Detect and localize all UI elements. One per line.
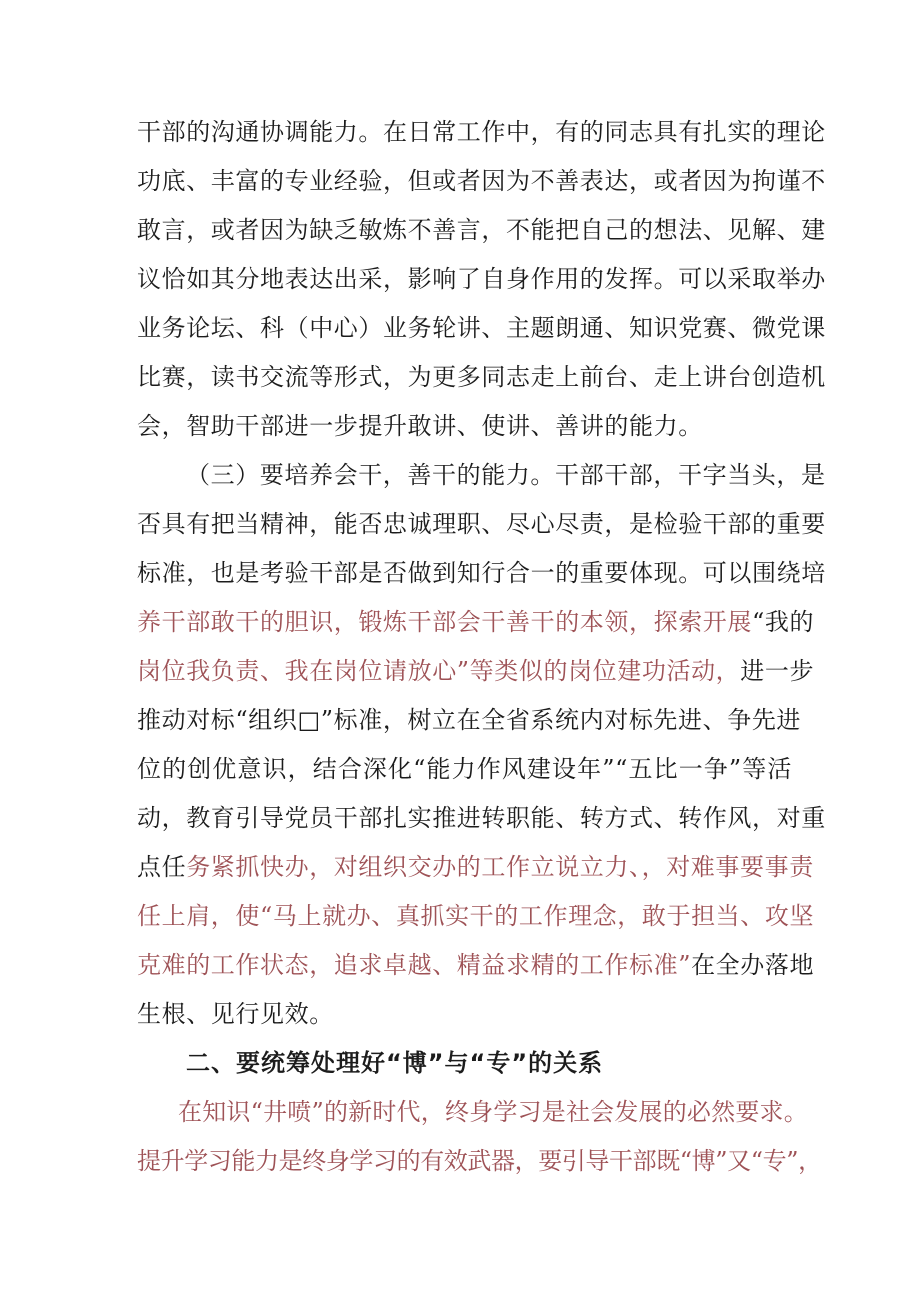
paragraph-1-line-2: 功底、丰富的专业经验，但或者因为不善表达，或者因为拘谨不 (137, 167, 826, 195)
paragraph-1-line-6: 比赛，读书交流等形式，为更多同志走上前台、走上讲台创造机 (137, 363, 826, 391)
paragraph-3-line-2: 提升学习能力是终身学习的有效武器，要引导干部既“博”又“专”， (137, 1147, 822, 1175)
paragraph-3-line-1: 在知识“井喷”的新时代，终身学习是社会发展的必然要求。 (178, 1098, 808, 1126)
paragraph-2-line-3: 标准，也是考验干部是否做到知行合一的重要体现。可以围绕培 (137, 559, 826, 587)
section-heading: 二、要统筹处理好“博”与“专”的关系 (186, 1049, 604, 1077)
body-text: 在全办落地 (691, 951, 815, 979)
paragraph-2-line-2: 否具有把当精神，能否忠诚理职、尽心尽责，是检验干部的重要 (137, 510, 826, 538)
paragraph-2-line-9 (137, 847, 814, 887)
highlight-text: 岗位我负责、我在岗位请放心”等类似的岗位建功活动， (137, 657, 741, 685)
paragraph-1-line-4: 议恰如其分地表达出采，影响了自身作用的发挥。可以采取举办 (137, 265, 826, 293)
highlight-text: 克难的工作状态，追求卓越、精益求精的工作标准” (137, 951, 692, 979)
paragraph-2-line-10: 任上肩，使“马上就办、真抓实干的工作理念，敢于担当、攻坚 (137, 902, 815, 930)
body-text: 进一步 (740, 657, 815, 685)
paragraph-2-line-12: 生根、见行见效。 (137, 1000, 334, 1028)
highlight-text: 养干部敢干的胆识，锻炼干部会干善干的本领，探索开展 (137, 608, 752, 636)
paragraph-1-line-3: 敢言，或者因为缺乏敏炼不善言，不能把自己的想法、见解、建 (137, 216, 826, 244)
paragraph-1-line-5: 业务论坛、科（中心）业务轮讲、主题朗通、知识党赛、微党课 (137, 314, 826, 342)
highlight-text: 务紧抓快办，对组织交办的工作立说立力、，对难事要事责 (186, 853, 814, 881)
paragraph-2-line-6: 推动对标“组织□”标准，树立在全省系统内对标先进、争先进 (137, 706, 802, 734)
body-text: “我的 (752, 608, 815, 636)
paragraph-1-line-1: 干部的沟通协调能力。在日常工作中，有的同志具有扎实的理论 (137, 118, 826, 146)
paragraph-2-line-11 (137, 945, 815, 985)
paragraph-1-line-7: 会，智助干部进一步提升敢讲、使讲、善讲的能力。 (137, 412, 703, 440)
paragraph-2-line-8: 动，教育引导党员干部扎实推进转职能、转方式、转作风，对重 (137, 804, 826, 832)
paragraph-2-line-1: （三）要培养会干，善干的能力。干部干部，干字当头，是 (186, 461, 826, 489)
paragraph-2-line-7: 位的创优意识，结合深化“能力作风建设年”“五比一争”等活 (137, 755, 792, 783)
paragraph-2-line-4 (137, 602, 815, 642)
paragraph-2-line-5 (137, 651, 815, 691)
body-text: 点任 (137, 853, 187, 881)
